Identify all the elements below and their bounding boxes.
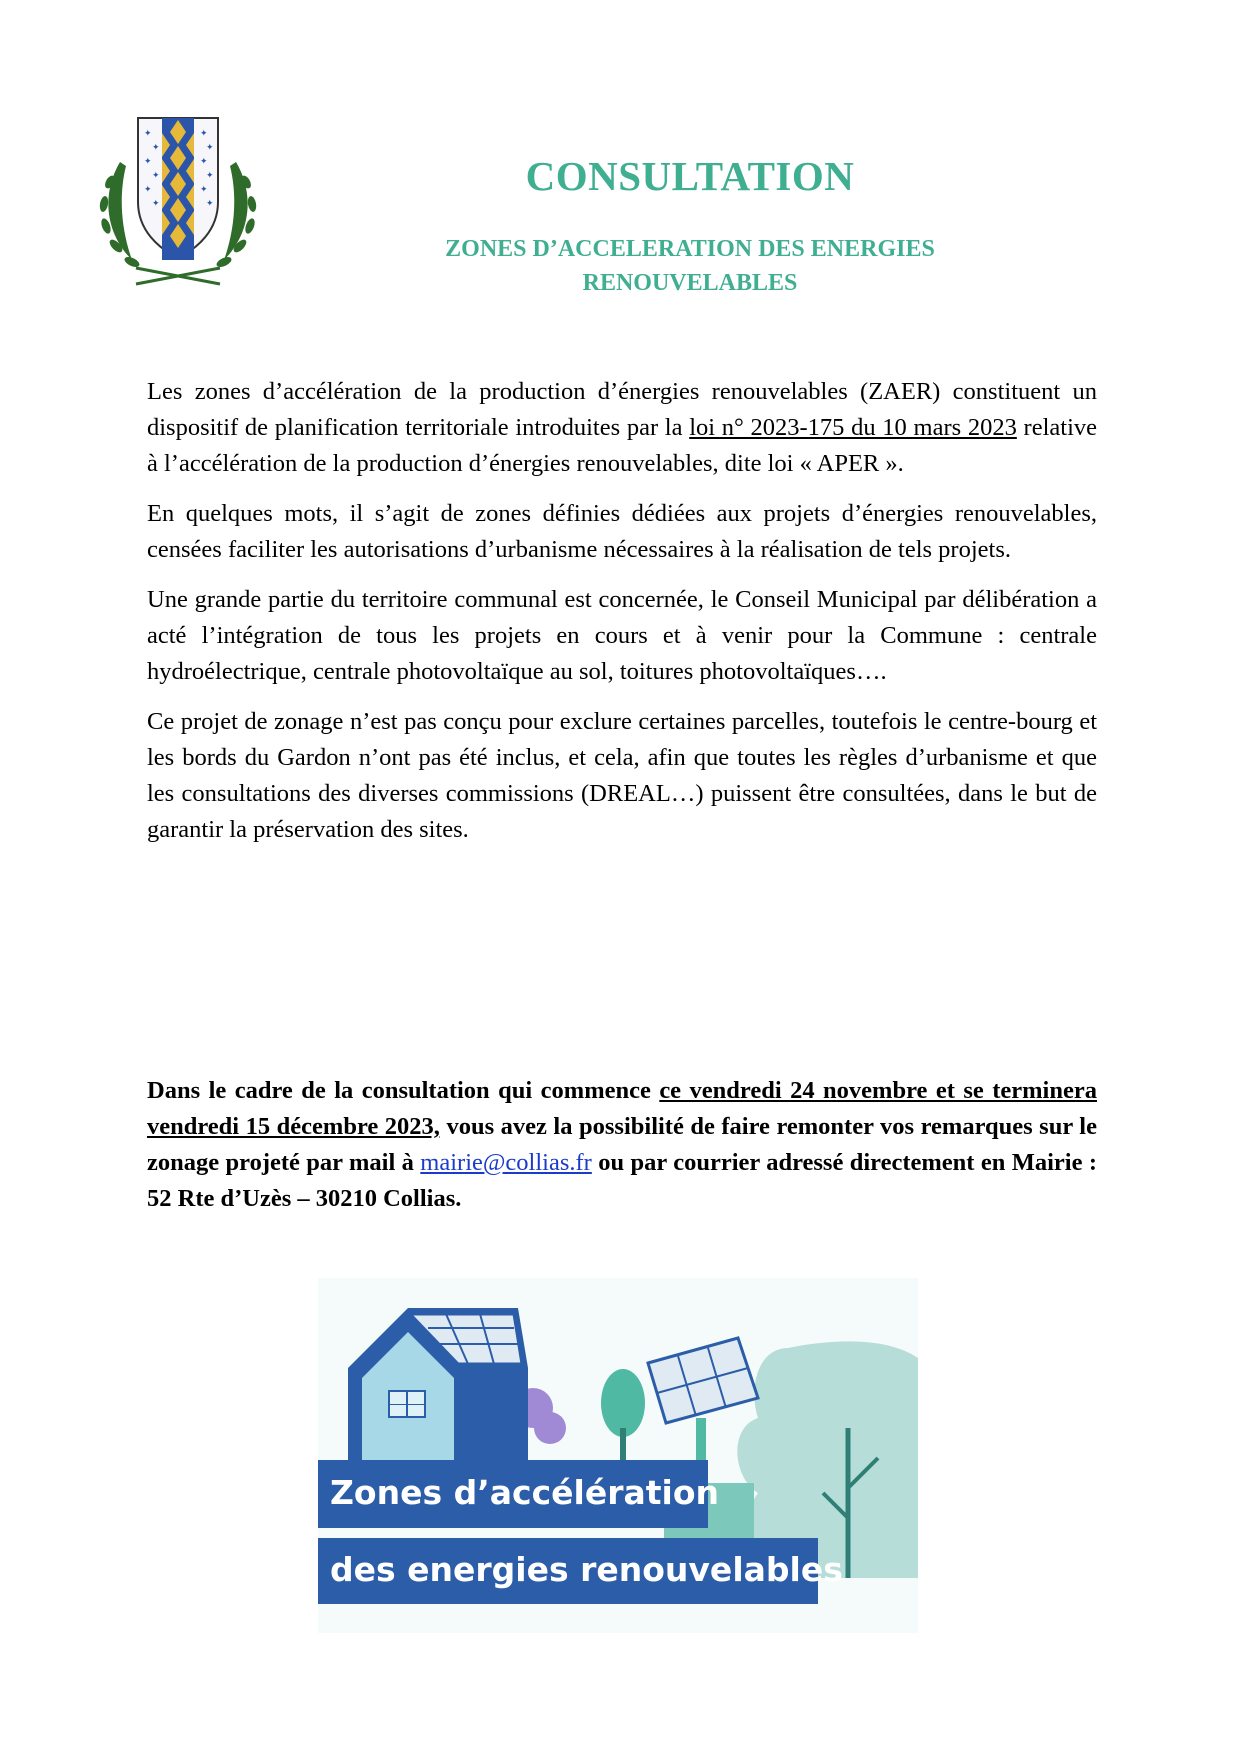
- paragraph-territory: Une grande partie du territoire communal est concernée, le Conseil Municipal par délibération a acté l’intégration de tous les projets en cours et à venir pour la Commune : centrale hydroélectrique, centrale photovoltaïque au sol, toitures photovoltaïques….: [147, 586, 1097, 685]
- paragraph-zoning: Ce projet de zonage n’est pas conçu pour exclure certaines parcelles, toutefois le centre-bourg et les bords du Gardon n’ont pas été inclus, et cela, afin que toutes les règles d’urbanisme et que les consultations des diverses commissions (DREAL…) puissent être consultées, dans le but de garantir la préservation des sites.: [147, 708, 1097, 843]
- subtitle-line-1: ZONES D’ACCELERATION DES ENERGIES: [445, 236, 935, 262]
- page-title: CONSULTATION: [525, 153, 855, 199]
- renewable-energy-banner: [318, 1278, 918, 1633]
- notice-intro: Dans le cadre de la consultation qui commence: [147, 1077, 660, 1104]
- law-reference: loi n° 2023-175 du 10 mars 2023: [689, 414, 1017, 441]
- paragraph-intro: [147, 374, 1097, 482]
- svg-text:✦: ✦: [144, 157, 152, 167]
- svg-text:✦: ✦: [200, 157, 208, 167]
- email-link[interactable]: mairie@collias.fr: [420, 1149, 592, 1176]
- consultation-notice: [147, 1073, 1097, 1217]
- intro-text: Les zones d’accélération de la production d’énergies renouvelables (ZAER) constituent un dispositif de planification territoriale introduites par la: [147, 378, 1097, 441]
- body-text: [147, 374, 1097, 862]
- banner-line-1: Zones d’accélération: [318, 1460, 708, 1528]
- page-subtitle: [360, 232, 1020, 300]
- svg-text:✦: ✦: [200, 185, 208, 195]
- notice-address: ou par courrier adressé directement en Mairie : 52 Rte d’Uzès – 30210 Collias.: [147, 1149, 1098, 1212]
- svg-text:✦: ✦: [206, 143, 214, 153]
- svg-text:✦: ✦: [152, 143, 160, 153]
- consultation-dates: ce vendredi 24 novembre et se terminera vendredi 15 décembre 2023,: [147, 1077, 1097, 1140]
- paragraph-summary: En quelques mots, il s’agit de zones définies dédiées aux projets d’énergies renouvelables, censées faciliter les autorisations d’urbanisme nécessaires à la réalisation de tels projets.: [147, 500, 1097, 563]
- coat-of-arms-icon: [92, 112, 264, 290]
- svg-text:✦: ✦: [152, 171, 160, 181]
- intro-text-end: relative à l’accélération de la production d’énergies renouvelables, dite loi « APER ».: [147, 414, 1097, 477]
- svg-text:✦: ✦: [206, 199, 214, 209]
- svg-text:✦: ✦: [200, 129, 208, 139]
- notice-middle: vous avez la possibilité de faire remonter vos remarques sur le zonage projeté par mail à: [147, 1113, 1097, 1176]
- svg-text:✦: ✦: [144, 129, 152, 139]
- svg-text:✦: ✦: [206, 171, 214, 181]
- svg-text:✦: ✦: [144, 185, 152, 195]
- banner-line-2: des energies renouvelables: [318, 1538, 818, 1604]
- subtitle-line-2: RENOUVELABLES: [582, 270, 798, 296]
- svg-text:✦: ✦: [152, 199, 160, 209]
